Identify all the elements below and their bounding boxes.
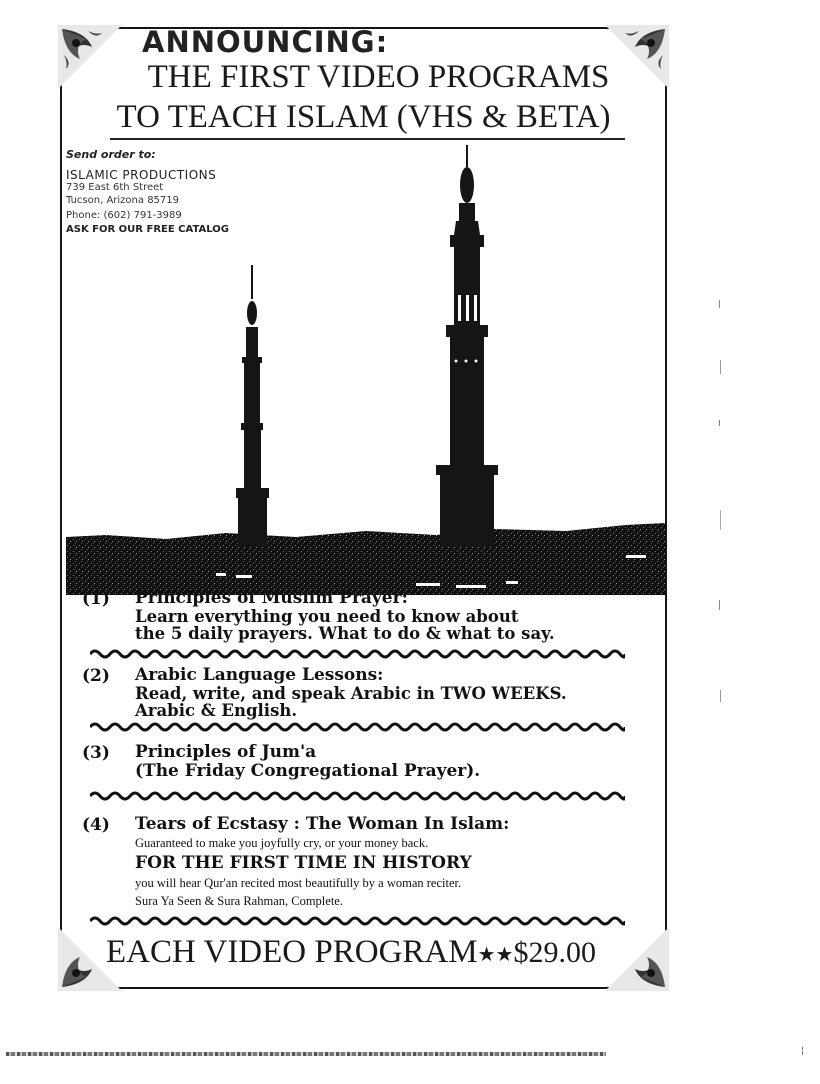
program-description: you will hear Qur'an recited most beautifully by a woman reciter. (135, 876, 462, 890)
phone-number: Phone: (602) 791-3989 (66, 210, 182, 221)
advertisement-flyer (60, 27, 667, 989)
program-number: (2) (82, 666, 110, 686)
send-order-label: Send order to: (66, 148, 156, 161)
program-description: (The Friday Congregational Prayer). (135, 761, 481, 781)
scan-edge-line (6, 1052, 606, 1056)
price-line (106, 934, 596, 971)
program-description: the 5 daily prayers. What to do & what to say. (135, 624, 555, 643)
program-title: Arabic Language Lessons: (135, 665, 384, 685)
program-description: Read, write, and speak Arabic in TWO WEEKS. (135, 684, 567, 703)
company-name: ISLAMIC PRODUCTIONS (66, 168, 217, 182)
announcing-heading: ANNOUNCING: (142, 25, 389, 59)
program-number: (3) (82, 743, 110, 763)
minaret-left (236, 265, 269, 546)
program-description: Arabic & English. (135, 701, 298, 720)
program-title: Principles of Jum'a (135, 742, 317, 762)
street-address: 739 East 6th Street (66, 182, 164, 193)
city-address: Tucson, Arizona 85719 (66, 195, 180, 206)
headline-line-1: THE FIRST VIDEO PROGRAMS (147, 59, 610, 95)
program-title: Tears of Ecstasy : The Woman In Islam: (135, 814, 510, 834)
star-icons: ★★ (477, 943, 514, 966)
price-label: EACH VIDEO PROGRAM (106, 934, 478, 970)
page-mark: ¦ (801, 1046, 805, 1056)
city-skyline (66, 523, 666, 595)
wavy-divider (90, 790, 625, 802)
headline-line-2: TO TEACH ISLAM (VHS & BETA) (116, 99, 611, 135)
wavy-divider (90, 915, 625, 927)
program-description: Sura Ya Seen & Sura Rahman, Complete. (135, 894, 343, 908)
program-emphasis: FOR THE FIRST TIME IN HISTORY (135, 853, 472, 873)
program-guarantee: Guaranteed to make you joyfully cry, or your money back. (135, 836, 429, 850)
program-number: (1) (82, 589, 110, 609)
wavy-divider (90, 721, 625, 733)
program-number: (4) (82, 815, 110, 835)
wavy-divider (90, 648, 625, 660)
price-amount: $29.00 (513, 936, 596, 969)
free-catalog-note: ASK FOR OUR FREE CATALOG (66, 224, 229, 235)
program-description: Learn everything you need to know about (135, 607, 519, 626)
scan-specks (717, 300, 723, 720)
ornament-corner-bottom-right (605, 927, 669, 991)
program-title: Principles of Muslim Prayer: (135, 588, 408, 608)
minaret-right (436, 145, 498, 547)
